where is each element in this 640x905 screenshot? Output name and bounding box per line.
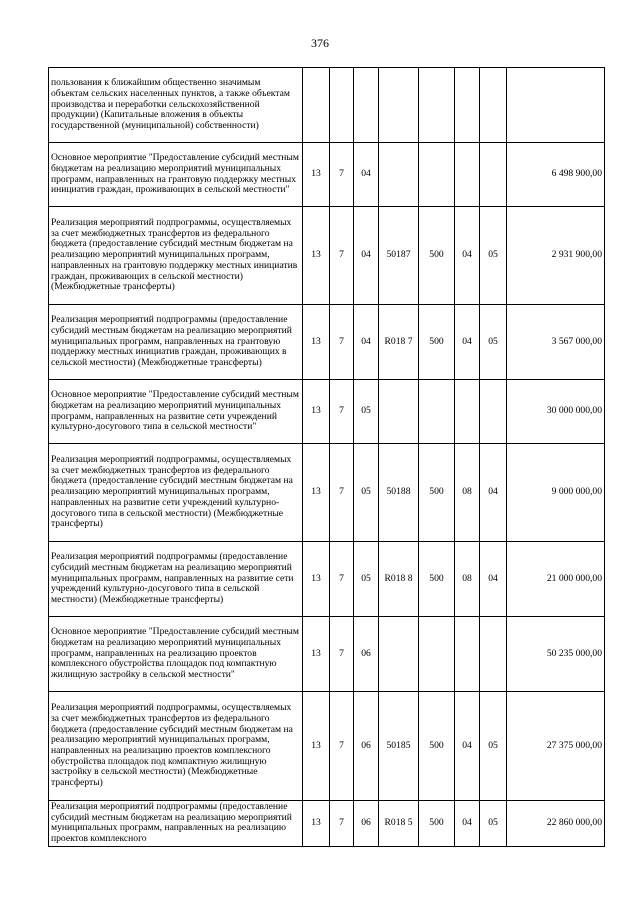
code-3: 05	[354, 542, 379, 617]
table-row	[49, 305, 605, 380]
table-row	[49, 692, 605, 801]
table-row	[49, 801, 605, 847]
code-1: 13	[303, 380, 330, 444]
amount: 6 498 900,00	[507, 143, 605, 207]
code-3: 06	[354, 692, 379, 801]
amount: 22 860 000,00	[507, 801, 605, 847]
code-1: 13	[303, 207, 330, 305]
code-6	[455, 143, 480, 207]
code-2: 7	[330, 542, 354, 617]
code-1: 13	[303, 801, 330, 847]
row-name: пользования к ближайшим общественно значимым объектам сельских населенных пунктов, а также объектам производства и переработки сельскохозяйственной продукции) (Капитальные вложения в объекты государственной (муниципальной) собственности)	[49, 68, 303, 143]
code-5: 500	[419, 207, 455, 305]
amount	[507, 68, 605, 143]
code-1: 13	[303, 692, 330, 801]
code-3: 06	[354, 617, 379, 692]
code-6	[455, 617, 480, 692]
code-2: 7	[330, 305, 354, 380]
table-row	[49, 444, 605, 542]
code-7: 05	[480, 801, 507, 847]
code-2: 7	[330, 801, 354, 847]
code-3: 05	[354, 380, 379, 444]
amount: 50 235 000,00	[507, 617, 605, 692]
code-5	[419, 143, 455, 207]
code-4: R018 8	[379, 542, 419, 617]
code-6	[455, 380, 480, 444]
code-2: 7	[330, 143, 354, 207]
table-row	[49, 542, 605, 617]
code-2: 7	[330, 380, 354, 444]
row-name: Основное мероприятие "Предоставление субсидий местным бюджетам на реализацию мероприятий муниципальных программ, направленных на развитие сети учреждений культурно-досугового типа в сельской местности"	[49, 380, 303, 444]
code-7	[480, 143, 507, 207]
code-7: 05	[480, 692, 507, 801]
code-3: 04	[354, 143, 379, 207]
amount: 2 931 900,00	[507, 207, 605, 305]
table-row	[49, 380, 605, 444]
code-4: R018 7	[379, 305, 419, 380]
code-5: 500	[419, 444, 455, 542]
code-4: R018 5	[379, 801, 419, 847]
code-4	[379, 68, 419, 143]
table-row	[49, 143, 605, 207]
row-name: Основное мероприятие "Предоставление субсидий местным бюджетам на реализацию мероприятий муниципальных программ, направленных на грантовую поддержку местных инициатив граждан, проживающих в сельской местности"	[49, 143, 303, 207]
amount: 21 000 000,00	[507, 542, 605, 617]
code-2: 7	[330, 207, 354, 305]
code-2: 7	[330, 617, 354, 692]
code-7: 05	[480, 207, 507, 305]
code-5: 500	[419, 801, 455, 847]
code-6: 04	[455, 801, 480, 847]
code-4: 50188	[379, 444, 419, 542]
code-4	[379, 380, 419, 444]
code-3: 06	[354, 801, 379, 847]
code-1: 13	[303, 542, 330, 617]
amount: 9 000 000,00	[507, 444, 605, 542]
page-number: 376	[311, 36, 329, 50]
amount: 30 000 000,00	[507, 380, 605, 444]
code-7	[480, 68, 507, 143]
code-6: 04	[455, 692, 480, 801]
code-1: 13	[303, 305, 330, 380]
row-name: Реализация мероприятий подпрограммы, осуществляемых за счет межбюджетных трансфертов из федерального бюджета (предоставление субсидий местным бюджетам на реализацию мероприятий муниципальных программ, направленных на развитие сети учреждений культурно-досугового типа в сельской местности) (Межбюджетные трансферты)	[49, 444, 303, 542]
code-2: 7	[330, 692, 354, 801]
code-3: 05	[354, 444, 379, 542]
code-6	[455, 68, 480, 143]
code-1: 13	[303, 143, 330, 207]
code-3: 04	[354, 207, 379, 305]
code-1	[303, 68, 330, 143]
code-7: 05	[480, 305, 507, 380]
code-5	[419, 380, 455, 444]
code-4	[379, 617, 419, 692]
code-1: 13	[303, 617, 330, 692]
code-4: 50185	[379, 692, 419, 801]
code-7: 04	[480, 444, 507, 542]
code-6: 08	[455, 444, 480, 542]
code-6: 08	[455, 542, 480, 617]
code-2	[330, 68, 354, 143]
row-name: Реализация мероприятий подпрограммы (предоставление субсидий местным бюджетам на реализацию мероприятий муниципальных программ, направленных на реализацию проектов комплексного	[49, 801, 303, 847]
code-3: 04	[354, 305, 379, 380]
row-name: Реализация мероприятий подпрограммы (предоставление субсидий местным бюджетам на реализацию мероприятий муниципальных программ, направленных на грантовую поддержку местных инициатив граждан, проживающих в сельской местности) (Межбюджетные трансферты)	[49, 305, 303, 380]
table-row	[49, 617, 605, 692]
amount: 27 375 000,00	[507, 692, 605, 801]
amount: 3 567 000,00	[507, 305, 605, 380]
row-name: Реализация мероприятий подпрограммы (предоставление субсидий местным бюджетам на реализацию мероприятий муниципальных программ, направленных на развитие сети учреждений культурно-досугового типа в сельской местности) (Межбюджетные трансферты)	[49, 542, 303, 617]
table-row	[49, 207, 605, 305]
table-row	[49, 68, 605, 143]
code-5	[419, 617, 455, 692]
code-5: 500	[419, 542, 455, 617]
code-4: 50187	[379, 207, 419, 305]
code-3	[354, 68, 379, 143]
code-5	[419, 68, 455, 143]
row-name: Реализация мероприятий подпрограммы, осуществляемых за счет межбюджетных трансфертов из федерального бюджета (предоставление субсидий местным бюджетам на реализацию мероприятий муниципальных программ, направленных на грантовую поддержку местных инициатив граждан, проживающих в сельской местности) (Межбюджетные трансферты)	[49, 207, 303, 305]
code-7	[480, 380, 507, 444]
code-4	[379, 143, 419, 207]
code-5: 500	[419, 692, 455, 801]
row-name: Основное мероприятие "Предоставление субсидий местным бюджетам на реализацию мероприятий муниципальных программ, направленных на реализацию проектов комплексного обустройства площадок под компактную жилищную застройку в сельской местности"	[49, 617, 303, 692]
budget-table	[48, 67, 605, 847]
code-1: 13	[303, 444, 330, 542]
code-2: 7	[330, 444, 354, 542]
code-6: 04	[455, 207, 480, 305]
code-7	[480, 617, 507, 692]
code-6: 04	[455, 305, 480, 380]
row-name: Реализация мероприятий подпрограммы, осуществляемых за счет межбюджетных трансфертов из федерального бюджета (предоставление субсидий местным бюджетам на реализацию мероприятий муниципальных программ, направленных на реализацию проектов комплексного обустройства площадок под компактную жилищную застройку в сельской местности) (Межбюджетные трансферты)	[49, 692, 303, 801]
code-5: 500	[419, 305, 455, 380]
code-7: 04	[480, 542, 507, 617]
